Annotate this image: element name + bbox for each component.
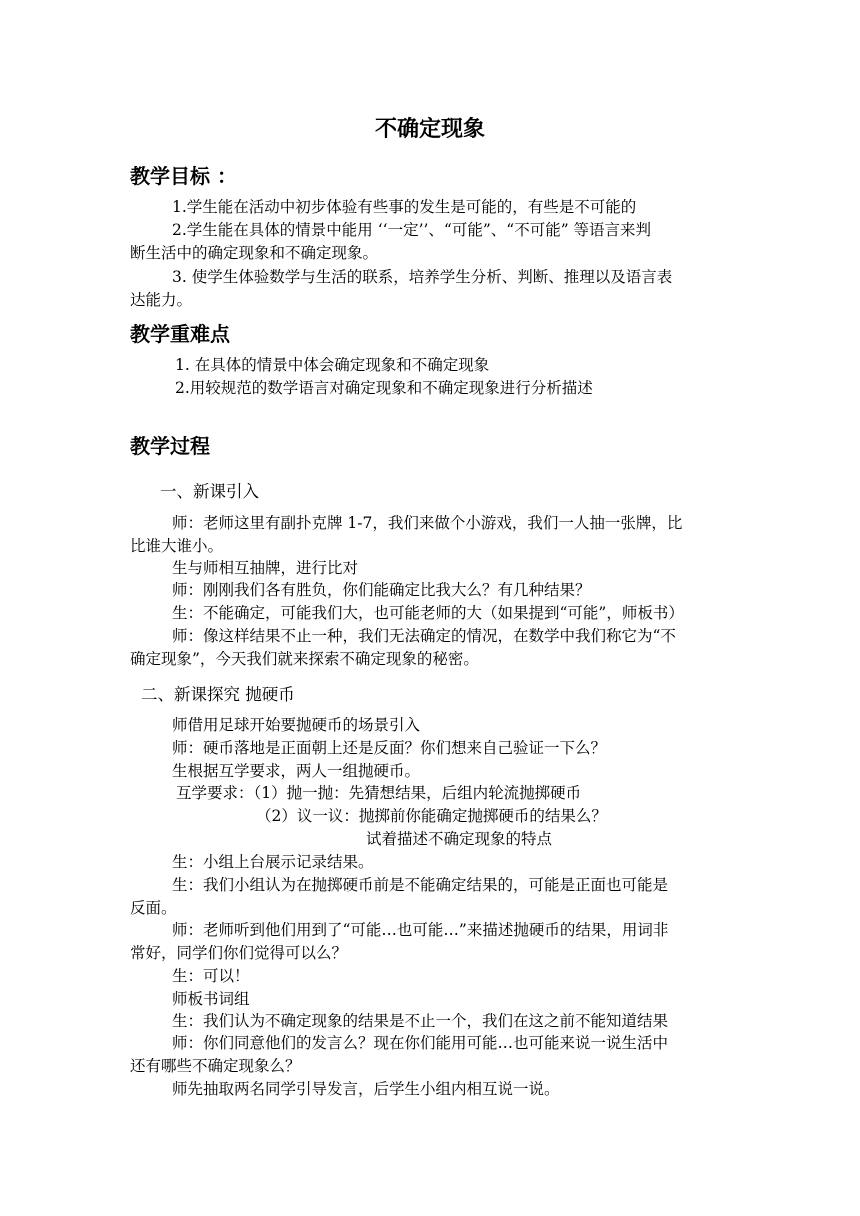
document-title: 不确定现象 [374,117,485,142]
s2-line-16: 还有哪些不确定现象么？ [130,1057,301,1075]
s2-line-2: 师：硬币落地是正面朝上还是反面？你们想来自己验证一下么？ [172,739,607,757]
s2-line-7: 生：小组上台展示记录结果。 [172,853,374,871]
s2-line-3: 生根据互学要求，两人一组抛硬币。 [172,762,421,780]
s2-line-6: 试着描述不确定现象的特点 [366,830,553,848]
section-2-title: 二、新课探究 抛硬币 [141,685,295,704]
s2-line-4: 互学要求：（1）抛一抛：先猜想结果，后组内轮流抛掷硬币 [176,784,582,802]
s1-line-3: 生与师相互抽牌，进行比对 [172,559,359,577]
goals-heading: 教学目标 ： [130,164,237,188]
s2-line-11: 常好，同学们你们觉得可以么？ [130,944,348,962]
s2-line-13: 师板书词组 [172,990,250,1008]
keypoints-heading: 教学重难点 [130,322,230,346]
keypoint-line-1: 1. 在具体的情景中体会确定现象和不确定现象 [175,356,490,374]
goal-line-1: 1.学生能在活动中初步体验有些事的发生是可能的，有些是不可能的 [172,198,637,216]
s2-line-8: 生：我们小组认为在抛掷硬币前是不能确定结果的，可能是正面也可能是 [172,876,669,894]
goal-line-4: 3. 使学生体验数学与生活的联系，培养学生分析、判断、推理以及语言表 [172,268,673,286]
s2-line-10: 师：老师听到他们用到了“可能…也可能…”来描述抛硬币的结果，用词非 [172,921,669,939]
goal-line-5: 达能力。 [130,291,193,309]
s1-line-1: 师：老师这里有副扑克牌 1-7，我们来做个小游戏，我们一人抽一张牌，比 [172,514,683,532]
keypoint-line-2: 2.用较规范的数学语言对确定现象和不确定现象进行分析描述 [175,379,593,397]
s2-line-5: （2）议一议：抛掷前你能确定抛掷硬币的结果么？ [256,807,607,825]
goal-line-2: 2.学生能在具体的情景中能用 ‘‘一定’’、“可能”、“不可能” 等语言来判 [172,221,652,239]
s2-line-12: 生：可以！ [172,967,250,985]
goal-line-3: 断生活中的确定现象和不确定现象。 [130,244,379,262]
s1-line-5: 生：不能确定，可能我们大，也可能老师的大（如果提到“可能”，师板书） [172,604,684,622]
s2-line-1: 师借用足球开始要抛硬币的场景引入 [172,716,421,734]
s2-line-9: 反面。 [130,899,177,917]
process-heading: 教学过程 [130,434,210,458]
s1-line-6: 师：像这样结果不止一种，我们无法确定的情况，在数学中我们称它为“不 [172,627,676,645]
section-1-title: 一、新课引入 [160,482,259,501]
s2-line-14: 生：我们认为不确定现象的结果是不止一个，我们在这之前不能知道结果 [172,1012,669,1030]
s2-line-15: 师：你们同意他们的发言么？现在你们能用可能…也可能来说一说生活中 [172,1034,669,1052]
s2-line-17: 师先抽取两名同学引导发言，后学生小组内相互说一说。 [172,1080,560,1098]
s1-line-2: 比谁大谁小。 [130,537,224,555]
s1-line-7: 确定现象”，今天我们就来探索不确定现象的秘密。 [130,650,479,668]
s1-line-4: 师：刚刚我们各有胜负，你们能确定比我大么？有几种结果？ [172,581,591,599]
